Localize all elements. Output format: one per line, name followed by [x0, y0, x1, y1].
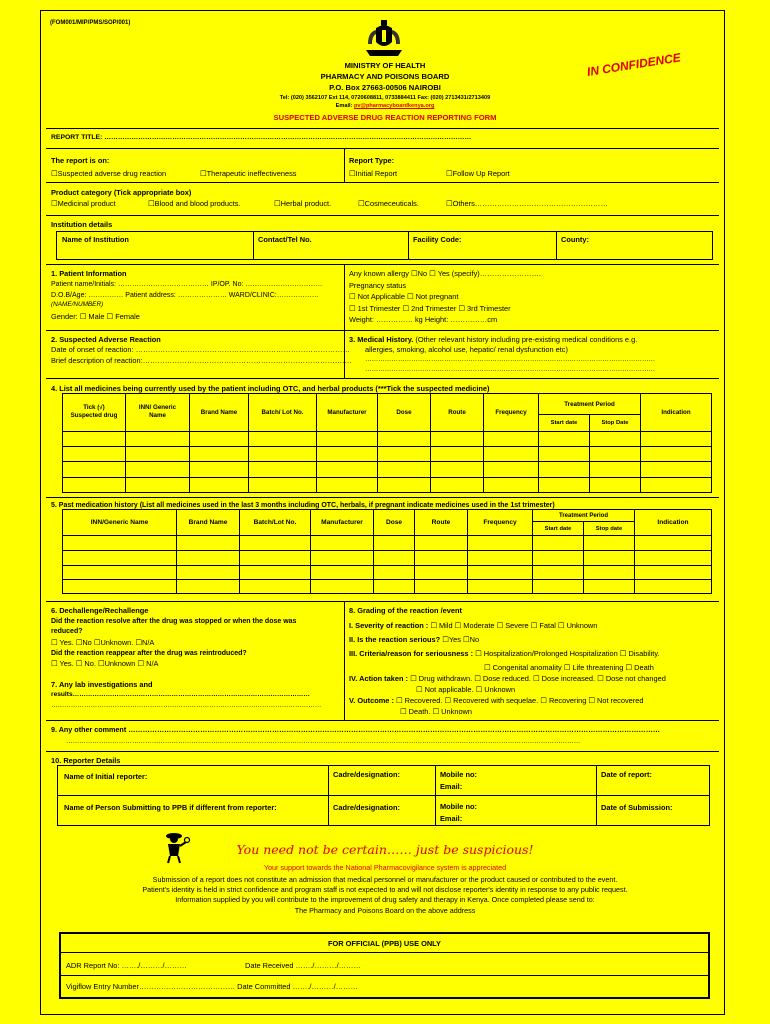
- trimester-options[interactable]: ☐ 1st Trimester ☐ 2nd Trimester ☐ 3rd Trimester: [349, 304, 511, 313]
- table-row[interactable]: [63, 566, 712, 580]
- report-type-label: Report Type:: [349, 156, 395, 165]
- dechallenge-question-1: Did the reaction resolve after the drug was stopped or when the dose was: [51, 618, 297, 625]
- past-col-dose-header: Dose: [374, 510, 415, 536]
- past-col-manufacturer-header: Manufacturer: [311, 510, 374, 536]
- checkbox-blood-products[interactable]: ☐Blood and blood products.: [148, 199, 241, 208]
- table-row[interactable]: [63, 462, 712, 477]
- po-box: P.O. Box 27663-00506 NAIROBI: [329, 83, 441, 92]
- date-of-report-field[interactable]: Date of report:: [601, 770, 652, 779]
- outcome-options[interactable]: V. Outcome : ☐ Recovered. ☐ Recovered with sequelae. ☐ Recovering ☐ Not recovered: [349, 696, 644, 705]
- rechallenge-question: Did the reaction reappear after the drug was reintroduced?: [51, 650, 247, 657]
- checkbox-suspected-adr[interactable]: ☐Suspected adverse drug reaction: [51, 169, 167, 178]
- col-tick-header: Tick (√) Suspected drug: [63, 394, 126, 432]
- adr-report-number-field[interactable]: ADR Report No: ……./………/………: [66, 961, 187, 970]
- institution-tel-field[interactable]: Contact/Tel No.: [258, 235, 312, 244]
- table-row[interactable]: [63, 536, 712, 551]
- seriousness-criteria-options[interactable]: III. Criteria/reason for seriousness : ☐ Hospitalization/Prolonged Hospitalization ☐ Disability.: [349, 649, 660, 658]
- report-title-field[interactable]: REPORT TITLE: ………………………………………………………………………………………………………………………………………………: [51, 134, 472, 141]
- initial-reporter-name-field[interactable]: Name of Initial reporter:: [64, 772, 148, 781]
- table-row[interactable]: [63, 477, 712, 492]
- col-indication-header: Indication: [641, 394, 712, 432]
- severity-options[interactable]: I. Severity of reaction : ☐ Mild ☐ Moderate ☐ Severe ☐ Fatal ☐ Unknown: [349, 621, 598, 630]
- checkbox-others[interactable]: ☐Others………………………………………………: [446, 199, 608, 208]
- col-dose-header: Dose: [378, 394, 431, 432]
- reaction-onset-field[interactable]: Date of onset of reaction: ……………………………………………………………………………: [51, 345, 350, 354]
- col-treatment-period-header: Treatment Period: [539, 394, 641, 415]
- known-allergy-field[interactable]: Any known allergy ☐No ☐ Yes (specify)…………………….: [349, 269, 541, 278]
- checkbox-medicinal-product[interactable]: ☐Medicinal product: [51, 199, 116, 208]
- medical-history-field-1[interactable]: ……………………………………………………………………………………………………………………: [365, 356, 656, 363]
- date-received-field[interactable]: Date Received ……./………/………: [245, 961, 361, 970]
- telephone: Tel: (020) 3562107 Ext 114, 0720608811, 0733884411 Fax: (020) 2713431/2713409: [279, 95, 491, 101]
- col-inn-header: INN/ Generic Name: [126, 394, 190, 432]
- past-col-indication-header: Indication: [635, 510, 712, 536]
- lab-results-field-2[interactable]: ……………………………………………………………………………………………………………: [51, 702, 322, 709]
- pregnancy-status-label: Pregnancy status: [349, 281, 407, 290]
- disclaimer-line-2: Patient's identity is held in strict confidence and program staff is not expected to and will not disclose reporter's identity in response to any public request.: [142, 885, 628, 894]
- seriousness-criteria-options-2[interactable]: ☐ Congenital anomality ☐ Life threatening ☐ Death: [484, 663, 654, 672]
- email-line: Email: pv@pharmacyboardkenya.org: [335, 103, 435, 109]
- submitter-email-field[interactable]: Email:: [440, 814, 463, 823]
- dechallenge-question-1b: reduced?: [51, 628, 83, 635]
- kenya-coat-of-arms-icon: [362, 18, 406, 58]
- action-taken-options-2[interactable]: ☐ Not applicable. ☐ Unknown: [416, 685, 516, 694]
- vigiflow-entry-field[interactable]: Vigiflow Entry Number………………………………… Date Committed ……./………/………: [66, 982, 358, 991]
- past-col-batch-header: Batch/Lot No.: [240, 510, 311, 536]
- support-note: Your support towards the National Pharmacovigilance system is appreciated: [263, 863, 507, 872]
- past-col-brand-header: Brand Name: [177, 510, 240, 536]
- outcome-options-2[interactable]: ☐ Death. ☐ Unknown: [400, 707, 472, 716]
- checkbox-cosmeceuticals[interactable]: ☐Cosmeceuticals.: [358, 199, 419, 208]
- initial-reporter-mobile-field[interactable]: Mobile no:: [440, 770, 477, 779]
- disclaimer-line-3: Information supplied by you will contribute to the improvement of drug safety and therapy in Kenya. Once completed please send to:: [175, 895, 595, 904]
- past-col-route-header: Route: [415, 510, 468, 536]
- pregnancy-options[interactable]: ☐ Not Applicable ☐ Not pregnant: [349, 292, 459, 301]
- checkbox-herbal-product[interactable]: ☐Herbal product.: [274, 199, 332, 208]
- table-row[interactable]: [63, 580, 712, 594]
- col-manufacturer-header: Manufacturer: [317, 394, 378, 432]
- reaction-description-field[interactable]: Brief description of reaction:………………………………………………………………………….: [51, 356, 352, 365]
- submitter-mobile-field[interactable]: Mobile no:: [440, 802, 477, 811]
- weight-height-field[interactable]: Weight: …………… kg Height: ……………cm: [349, 315, 498, 324]
- lab-investigations-heading: 7. Any lab investigations and: [51, 680, 153, 689]
- institution-details-label: Institution details: [51, 220, 113, 229]
- lab-results-field[interactable]: results………………………………………………………………………………………………: [51, 691, 310, 698]
- past-col-stop-date-header: Stop date: [584, 522, 635, 536]
- reporter-details-heading: 10. Reporter Details: [51, 756, 121, 765]
- dechallenge-heading: 6. Dechallenge/Rechallenge: [51, 606, 149, 615]
- other-comment-field-2[interactable]: ………………………………………………………………………………………………………………………………………………………………………………………………………………: [66, 738, 581, 745]
- product-category-label: Product category (Tick appropriate box): [51, 188, 192, 197]
- initial-reporter-email-field[interactable]: Email:: [440, 782, 463, 791]
- past-medication-table: [62, 509, 712, 594]
- table-row[interactable]: [63, 447, 712, 462]
- patient-name-field[interactable]: Patient name/Initials: ………………………………… IP/OP. No: ……………………………: [51, 281, 323, 288]
- disclaimer-line-1: Submission of a report does not constitute an admission that medical personnel or manufacturer or the product caused or contributed to the event.: [152, 875, 618, 884]
- checkbox-initial-report[interactable]: ☐Initial Report: [349, 169, 398, 178]
- rechallenge-answer[interactable]: ☐ Yes. ☐ No. ☐Unknown ☐ N/A: [51, 659, 159, 668]
- patient-info-heading: 1. Patient Information: [51, 269, 127, 278]
- report-is-on-label: The report is on:: [51, 156, 110, 165]
- gender-checkboxes[interactable]: Gender: ☐ Male ☐ Female: [51, 312, 140, 321]
- serious-options[interactable]: II. Is the reaction serious? ☐Yes ☐No: [349, 635, 480, 644]
- col-stop-date-header: Stop Date: [590, 415, 641, 431]
- other-comment-field[interactable]: 9. Any other comment ……………………………………………………………………………………………………………………………………………………………………………………………………: [51, 725, 661, 734]
- form-title: SUSPECTED ADVERSE DRUG REACTION REPORTING FORM: [273, 113, 497, 122]
- patient-dob-field[interactable]: D.O.B/Age: …………… Patient address: ………………… WARD/CLINIC:………………: [51, 292, 319, 299]
- official-use-heading: FOR OFFICIAL (PPB) USE ONLY: [328, 939, 441, 948]
- ministry-name: MINISTRY OF HEALTH: [344, 61, 426, 70]
- table-row[interactable]: [63, 431, 712, 446]
- board-name: PHARMACY AND POISONS BOARD: [320, 72, 450, 81]
- facility-code-field[interactable]: Facility Code:: [413, 235, 462, 244]
- col-brand-header: Brand Name: [190, 394, 249, 432]
- col-route-header: Route: [431, 394, 484, 432]
- medical-history-field-2[interactable]: ……………………………………………………………………………………………………………………: [365, 366, 656, 373]
- col-start-date-header: Start date: [539, 415, 590, 431]
- dechallenge-answer-1[interactable]: ☐ Yes. ☐No ☐Unknown. ☐N/A: [51, 638, 155, 647]
- slogan: You need not be certain…… just be suspicious!: [236, 842, 534, 857]
- table-row[interactable]: [63, 551, 712, 566]
- email-link[interactable]: pv@pharmacyboardkenya.org: [353, 103, 435, 109]
- col-batch-header: Batch/ Lot No.: [249, 394, 317, 432]
- institution-name-field[interactable]: Name of Institution: [62, 235, 129, 244]
- submitter-cadre-field[interactable]: Cadre/designation:: [333, 803, 400, 812]
- current-medicines-heading: 4. List all medicines being currently used by the patient including OTC, and herbal products (***Tick the suspected medicine): [51, 384, 490, 393]
- initial-reporter-cadre-field[interactable]: Cadre/designation:: [333, 770, 400, 779]
- past-col-frequency-header: Frequency: [468, 510, 533, 536]
- in-confidence-stamp: IN CONFIDENCE: [585, 50, 682, 79]
- past-col-treatment-period-header: Treatment Period: [533, 510, 635, 522]
- action-taken-options[interactable]: IV. Action taken : ☐ Drug withdrawn. ☐ Dose reduced. ☐ Dose increased. ☐ Dose not changed: [349, 674, 666, 683]
- medical-history-examples: allergies, smoking, alcohol use, hepatic/ renal dysfunction etc): [365, 345, 568, 354]
- medical-history-heading: 3. Medical History. (Other relevant history including pre-existing medical conditions e.g.: [349, 335, 638, 344]
- county-field[interactable]: County:: [561, 235, 589, 244]
- disclaimer-line-4: The Pharmacy and Poisons Board on the above address: [294, 906, 476, 915]
- date-of-submission-field[interactable]: Date of Submission:: [601, 803, 673, 812]
- past-col-inn-header: INN/Generic Name: [63, 510, 177, 536]
- institution-table: [56, 231, 713, 260]
- submitter-name-field[interactable]: Name of Person Submitting to PPB if different from reporter:: [64, 803, 277, 812]
- past-col-start-date-header: Start date: [533, 522, 584, 536]
- name-number-note: (NAME/NUMBER): [51, 301, 104, 308]
- checkbox-follow-up-report[interactable]: ☐Follow Up Report: [446, 169, 510, 178]
- col-frequency-header: Frequency: [484, 394, 539, 432]
- past-medication-heading: 5. Past medication history (List all medicines used in the last 3 months including OTC, herbals, if pregnant indicate medicines used in the 1st trimester): [51, 502, 555, 509]
- suspected-reaction-heading: 2. Suspected Adverse Reaction: [51, 335, 161, 344]
- grading-heading: 8. Grading of the reaction /event: [349, 606, 462, 615]
- checkbox-therapeutic-ineffectiveness[interactable]: ☐Therapeutic ineffectiveness: [200, 169, 297, 178]
- current-medicines-table: [62, 393, 712, 493]
- form-code: (FOM001/MIP/PMS/SOP/001): [50, 20, 131, 26]
